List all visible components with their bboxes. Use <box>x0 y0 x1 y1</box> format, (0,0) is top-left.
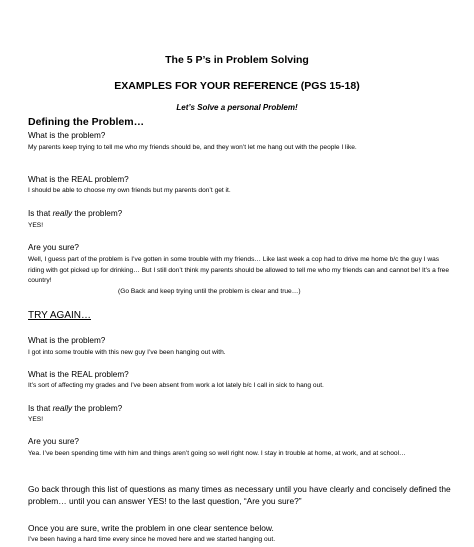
answer-really-problem: YES! <box>28 222 44 229</box>
document-subtitle: EXAMPLES FOR YOUR REFERENCE (PGS 15-18) <box>114 80 360 92</box>
question-real-problem: What is the REAL problem? <box>28 175 129 184</box>
answer-are-you-sure-2: Yea. I’ve been spending time with him and things aren’t going so well right now. I stay in trouble at home, at work, and at school… <box>28 450 406 457</box>
answer-really-problem-2: YES! <box>28 416 44 423</box>
answer-are-you-sure <box>28 255 453 297</box>
question-are-you-sure-2: Are you sure? <box>28 437 79 446</box>
question-really-pre-2: Is that <box>28 404 53 413</box>
question-what-is-problem-2: What is the problem? <box>28 336 106 345</box>
answer-real-problem-2: It’s sort of affecting my grades and I’ve been absent from work a lot lately b/c I call in sick to hang out. <box>28 382 324 389</box>
answer-what-is-problem: My parents keep trying to tell me who my friends should be, and they won’t let me hang out with the people I like. <box>28 144 357 151</box>
question-really-emphasis: really <box>52 209 73 218</box>
final-prompt: Once you are sure, write the problem in one clear sentence below. <box>28 523 274 533</box>
section-heading-defining: Defining the Problem… <box>28 116 145 128</box>
intro-line: Let’s Solve a personal Problem! <box>176 103 298 112</box>
question-really-emphasis-2: really <box>52 404 73 413</box>
section-heading-try-again: TRY AGAIN… <box>28 310 91 321</box>
answer-real-problem: I should be able to choose my own friends but my parents don’t get it. <box>28 187 231 194</box>
question-really-post: the problem? <box>72 209 123 218</box>
instructions-paragraph: Go back through this list of questions as many times as necessary until you have clearly and concisely defined the problem… until you can answer YES! to the last question, “Are you sure?” <box>28 484 451 506</box>
answer-what-is-problem-2: I got into some trouble with this new guy I’ve been hanging out with. <box>28 349 226 356</box>
final-answer: I’ve been having a hard time every since he moved here and we started hanging out. <box>28 536 276 543</box>
question-really-post-2: the problem? <box>72 404 123 413</box>
question-really-problem <box>28 209 122 218</box>
question-really-problem-2 <box>28 404 122 413</box>
answer-are-you-sure-text: Well, I guess part of the problem is I’ve gotten in some trouble with my friends… Like last week a cop had to drive me home b/c the guy I was riding with got picked up for drinking… But I still don’t think my parents should be allowed to tell me who my friends can and cannot be! It’s a free country! <box>28 256 450 285</box>
question-are-you-sure: Are you sure? <box>28 243 79 252</box>
question-what-is-problem: What is the problem? <box>28 131 106 140</box>
question-really-pre: Is that <box>28 209 53 218</box>
document-title: The 5 P’s in Problem Solving <box>165 54 309 66</box>
go-back-note: (Go Back and keep trying until the problem is clear and true…) <box>118 287 301 295</box>
question-real-problem-2: What is the REAL problem? <box>28 370 129 379</box>
